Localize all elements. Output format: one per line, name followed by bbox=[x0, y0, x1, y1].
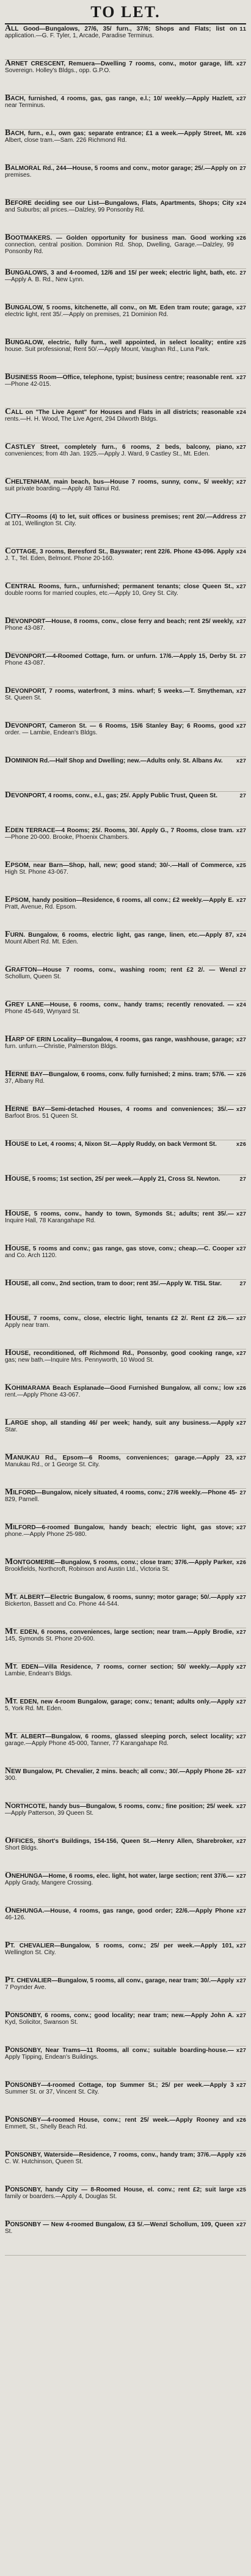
listing-ref: 27 bbox=[239, 166, 246, 172]
listing-ref: x27 bbox=[236, 1629, 246, 1636]
listing-ref: x26 bbox=[236, 1142, 246, 1148]
listing-text: EVONPORT, 4 rooms, conv., e.l., gas; 25/. Apply Public Trust, Queen St. bbox=[11, 792, 217, 799]
listing-entry bbox=[5, 60, 246, 95]
listing-lead-letter: H bbox=[5, 1140, 12, 1148]
listing-lead-letter: C bbox=[5, 478, 12, 486]
listing-lead-letter: B bbox=[5, 269, 11, 277]
listing-lead-letter: M bbox=[5, 1524, 13, 1532]
listing-text: OUSE, all conv., 2nd section, tram to door; rent 35/.—Apply W. TISL Star. bbox=[11, 1280, 222, 1287]
listing-lead-letter: P bbox=[5, 2081, 10, 2089]
listing-lead-letter: P bbox=[5, 2186, 10, 2194]
listing-text: ERNE BAY—Semi-detached Houses, 4 rooms and conveniences; 35/.—Barfoot Bros. 51 Queen St. bbox=[5, 1106, 234, 1120]
listing-lead-letter: D bbox=[5, 652, 12, 660]
listing-text: REY LANE—House, 6 rooms, conv., handy trams; recently renovated. — Phone 45-649, Wynyard St. bbox=[5, 1002, 234, 1015]
listing-entry bbox=[5, 1489, 246, 1524]
listing-text: URN. Bungalow, 6 rooms, electric light, gas range, linen, etc.—Apply 87, Mount Albert Rd. Mt. Eden. bbox=[5, 932, 234, 945]
listing-lead-letter: H bbox=[5, 1210, 12, 1218]
listing-lead-letter: O bbox=[5, 1872, 12, 1880]
listing-lead-letter: H bbox=[5, 1105, 12, 1113]
listing-lead-letter: B bbox=[5, 234, 11, 242]
listing-entry bbox=[5, 1628, 246, 1663]
listing-text: DEN TERRACE—4 Rooms; 25/. Rooms, 30/. Apply G., 7 Rooms, close tram.—Phone 20-000. Brooke, Phoenix Chambers. bbox=[5, 827, 234, 841]
listing-lead-letter: M bbox=[5, 1698, 13, 1706]
listing-text: ONSONBY, Waterside—Residence, 7 rooms, conv., handy tram; 37/6.—Apply C. W. Hutchinson, Queen St. bbox=[5, 2152, 234, 2165]
listing-entry bbox=[5, 2012, 246, 2046]
listing-entry bbox=[5, 130, 246, 164]
listing-entry bbox=[5, 304, 246, 339]
listing-text: NEHUNGA.—House, 4 rooms, gas range, good order; 22/6.—Apply Phone 46-126. bbox=[5, 1908, 234, 1921]
listing-text: OUSE, 5 rooms and conv.; gas range, gas stove, conv.; cheap.—C. Cooper and Co. Arch 1120. bbox=[5, 1246, 234, 1259]
listing-entry bbox=[5, 2081, 246, 2116]
listing-ref: x27 bbox=[236, 1595, 246, 1601]
listing-lead-letter: M bbox=[5, 1489, 13, 1497]
listing-lead-letter: L bbox=[5, 1419, 11, 1427]
listing-lead-letter: M bbox=[5, 1593, 13, 1601]
listing-text: ITY—Rooms (4) to let, suit offices or business premises; rent 20/.—Address at 101, Wellington St. City. bbox=[5, 514, 238, 527]
listing-text: ACH, furn., e.l., own gas; separate entrance; £1 a week.—Apply Street, Mt. Albert, close tram.—Sam. 226 Richmond Rd. bbox=[5, 130, 234, 144]
listing-ref: 27 bbox=[239, 1176, 246, 1183]
listing-entry bbox=[5, 1907, 246, 1942]
listing-lead-letter: F bbox=[5, 931, 10, 939]
listing-ref: 11 bbox=[239, 26, 246, 32]
listing-entry bbox=[5, 1977, 246, 2012]
listing-ref: x27 bbox=[236, 1804, 246, 1810]
listing-ref: x27 bbox=[236, 1107, 246, 1113]
listing-text: ONSONBY, 6 rooms, conv.; good locality; near tram; new.—Apply John A. Kyd, Solicitor, Swanson St. bbox=[5, 2012, 234, 2026]
listing-entry bbox=[5, 234, 246, 269]
listing-text: OUSE, 5 rooms; 1st section, 25/ per week.—Apply 21, Cross St. Newton. bbox=[11, 1176, 220, 1183]
listing-lead-letter: P bbox=[5, 2046, 10, 2054]
listing-ref: x26 bbox=[236, 1386, 246, 1392]
listing-text: OMINION Rd.—Half Shop and Dwelling; new.—Adults only. St. Albans Av. bbox=[11, 758, 223, 764]
listing-ref: x25 bbox=[236, 2187, 246, 2193]
listing-entry bbox=[5, 1419, 246, 1454]
listing-ref: x27 bbox=[236, 758, 246, 764]
listing-ref: x27 bbox=[236, 1769, 246, 1775]
listing-text: T. ALBERT—Electric Bungalow, 6 rooms, sunny; motor garage; 50/.—Apply Bickerton, Bassett and Co. Phone 44-544. bbox=[5, 1594, 234, 1607]
listing-ref: x27 bbox=[236, 1664, 246, 1670]
listing-lead-letter: C bbox=[5, 513, 12, 521]
listing-entry bbox=[5, 1942, 246, 1977]
listing-ref: 27 bbox=[239, 793, 246, 799]
listing-ref: 27 bbox=[239, 270, 246, 276]
listing-text: T. CHEVALIER—Bungalow, 5 rooms, conv.; 25/ per week.—Apply 101, Wellington St. City. bbox=[5, 1943, 234, 1956]
listing-text: ILFORD—6-roomed Bungalow, handy beach; electric light, gas stove; phone.—Apply Phone 25-980. bbox=[5, 1524, 234, 1538]
listing-text: FFICES, Short's Buildings, 154-156, Queen St.—Henry Allen, Sharebroker, Short Bldgs. bbox=[5, 1838, 234, 1851]
listing-entry bbox=[5, 827, 246, 862]
listing-text: ONSONBY, handy City — 8-Roomed House, el. conv.; rent £2; suit large family or boarders.—Apply 4, Douglas St. bbox=[5, 2187, 234, 2200]
listing-text: ANUKAU Rd., Epsom—6 Rooms, conveniences; garage.—Apply 23, Manukau Rd., or 1 George St. City. bbox=[5, 1455, 234, 1468]
listing-text: EW Bungalow, Pt. Chevalier, 2 mins. beach; all conv.; 30/.—Apply Phone 26-300. bbox=[5, 1768, 234, 1782]
listing-lead-letter: B bbox=[5, 304, 11, 312]
listing-entry bbox=[5, 687, 246, 722]
listing-text: ARP OF ERIN Locality—Bungalow, 4 rooms, gas range, washhouse, garage; furn. unfurn.—Christie, Palmerston Bldgs. bbox=[5, 1036, 234, 1050]
listing-text: OOTMAKERS. — Golden opportunity for business man. Good working connection, central position. Dominion Rd. Shop, Dwelling, Garage.—Dalzley, 99 Ponsonby Rd. bbox=[5, 235, 234, 255]
listing-entry bbox=[5, 1524, 246, 1559]
listing-text: ENTRAL Rooms, furn., unfurnished; permanent tenants; close Queen St., double rooms for married couples, etc.—Apply 10, Grey St. City. bbox=[5, 583, 234, 597]
listing-entry bbox=[5, 931, 246, 966]
listing-text: OUSE, 5 rooms, conv., handy to town, Symonds St.; adults; rent 35/.—Inquire Hall, 78 Karangahape Rd. bbox=[5, 1211, 234, 1224]
listing-text: T. EDEN—Villa Residence, 7 rooms, corner section; 50/ weekly.—Apply Lambie, Endean's Bldgs. bbox=[5, 1664, 234, 1677]
listing-lead-letter: G bbox=[5, 1001, 12, 1009]
listing-lead-letter: H bbox=[5, 1315, 12, 1323]
listing-lead-letter: K bbox=[5, 1384, 12, 1392]
listing-text: LL Good—Bungalows, 27/6, 35/ furn., 37/6; Shops and Flats; list on application.—G. F. Tyler, 1, Arcade, Paradise Terminus. bbox=[5, 26, 238, 39]
listing-entry bbox=[5, 792, 246, 827]
listing-text: EVONPORT.—4-Roomed Cottage, furn. or unfurn. 17/6.—Apply 15, Derby St. Phone 43-087. bbox=[5, 653, 238, 666]
listing-lead-letter: D bbox=[5, 687, 12, 695]
listing-entry bbox=[5, 1210, 246, 1245]
listing-lead-letter: A bbox=[5, 25, 12, 33]
listing-ref: x27 bbox=[236, 1978, 246, 1984]
listing-ref: x27 bbox=[236, 1943, 246, 1949]
listing-ref: x27 bbox=[236, 1246, 246, 1252]
listing-ref: x27 bbox=[236, 1525, 246, 1531]
listing-text: ACH, furnished, 4 rooms, gas, gas range, e.l.; 10/ weekly.—Apply Hazlett, near Terminus. bbox=[5, 95, 234, 109]
listing-ref: x27 bbox=[236, 1699, 246, 1705]
listing-ref: x27 bbox=[236, 1037, 246, 1043]
listing-lead-letter: H bbox=[5, 1349, 12, 1357]
listing-ref: x27 bbox=[236, 375, 246, 381]
listing-lead-letter: B bbox=[5, 374, 11, 382]
listing-lead-letter: C bbox=[5, 443, 12, 451]
listing-ref: x27 bbox=[236, 2048, 246, 2054]
listing-text: OUSE, 7 rooms, conv., close, electric light, tenants £2 2/. Rent £2 2/6.—Apply near tram. bbox=[5, 1315, 234, 1329]
listing-text: ASTLEY Street, completely furn., 6 rooms, 2 beds, balcony, piano, conveniences; from 4th Jan. 1925.—Apply J. Ward, 9 Castley St., Mt. Eden. bbox=[5, 444, 234, 457]
listing-lead-letter: G bbox=[5, 966, 12, 974]
listing-text: OUSE to Let, 4 rooms; 4, Nixon St.—Apply Ruddy, on back Vermont St. bbox=[11, 1141, 217, 1148]
listing-entry bbox=[5, 339, 246, 374]
listing-entry bbox=[5, 1733, 246, 1768]
listing-ref: x27 bbox=[236, 2013, 246, 2019]
listing-text: UNGALOW, 5 rooms, kitchenette, all conv., on Mt. Eden tram route; garage, electric light, rent 35/.—Apply on premises, 21 Dominion Rd. bbox=[5, 304, 234, 318]
listing-text: T. ALBERT—Bungalow, 6 rooms, glassed sleeping porch, select locality; garage.—Apply Phone 45-000, Tanner, 77 Karangahape Rd. bbox=[5, 1733, 234, 1747]
listing-text: ALL on "The Live Agent" for Houses and Flats in all districts; reasonable rents.—H. H. Wood, The Live Agent, 294 Dilworth Bldgs. bbox=[5, 409, 234, 423]
listing-entry bbox=[5, 896, 246, 931]
listing-entry bbox=[5, 1663, 246, 1698]
listing-text: ARGE shop, all standing 46/ per week; handy, suit any business.—Apply Star. bbox=[5, 1420, 234, 1433]
listing-lead-letter: H bbox=[5, 1280, 12, 1288]
listing-ref: 27 bbox=[239, 967, 246, 973]
listing-entry bbox=[5, 722, 246, 757]
listing-text: ONSONBY—4-roomed House, conv.; rent 25/ week.—Apply Rooney and Emmett, St., Shelly Beach Rd. bbox=[5, 2117, 234, 2130]
listing-lead-letter: A bbox=[5, 60, 12, 68]
listing-ref: x27 bbox=[236, 445, 246, 451]
listing-ref: x27 bbox=[236, 1211, 246, 1217]
listing-lead-letter: B bbox=[5, 339, 11, 347]
listing-ref: x27 bbox=[236, 828, 246, 834]
listing-entry bbox=[5, 1698, 246, 1733]
listing-text: RAFTON—House 7 rooms, conv., washing room; rent £2 2/. — Wenzl Schollum, Queen St. bbox=[5, 967, 238, 980]
listing-ref: x27 bbox=[236, 1455, 246, 1461]
listing-text: EVONPORT, Cameron St. — 6 Rooms, 15/6 Stanley Bay; 6 Rooms, good order. — Lambie, Endean's Bldgs. bbox=[5, 723, 234, 736]
listing-text: ONSONBY — New 4-roomed Bungalow, £3 5/.—Wenzl Schollum, 109, Queen St. bbox=[5, 2221, 234, 2235]
listing-ref: x25 bbox=[236, 340, 246, 346]
listing-lead-letter: P bbox=[5, 2012, 10, 2020]
listing-ref: x27 bbox=[236, 1839, 246, 1845]
listing-ref: x27 bbox=[236, 619, 246, 625]
listing-entry bbox=[5, 1384, 246, 1419]
listing-entry bbox=[5, 199, 246, 234]
listing-entry bbox=[5, 2151, 246, 2186]
listing-ref: x25 bbox=[236, 863, 246, 869]
listing-ref: x24 bbox=[236, 410, 246, 416]
listing-ref: x27 bbox=[236, 479, 246, 485]
listing-entry bbox=[5, 1803, 246, 1837]
listing-lead-letter: O bbox=[5, 1837, 12, 1845]
listing-ref: x26 bbox=[236, 2117, 246, 2124]
listing-entry bbox=[5, 478, 246, 513]
listing-text: HELTENHAM, main beach, bus—House 7 rooms, sunny, conv., 5/ weekly; suit private boarding.—Apply 48 Tainui Rd. bbox=[5, 479, 234, 492]
listing-text: PSOM, near Barn—Shop, hall, new; good stand; 30/-.—Hall of Commerce, High St. Phone 43-067. bbox=[5, 862, 234, 876]
listing-entry bbox=[5, 862, 246, 896]
listing-ref: x27 bbox=[236, 1420, 246, 1426]
listing-lead-letter: P bbox=[5, 1977, 10, 1985]
listing-lead-letter: H bbox=[5, 1036, 12, 1044]
listing-ref: x27 bbox=[236, 1873, 246, 1880]
listing-lead-letter: H bbox=[5, 1175, 12, 1183]
listing-ref: x27 bbox=[236, 96, 246, 102]
listing-ref: x27 bbox=[236, 1908, 246, 1914]
listing-lead-letter: P bbox=[5, 1942, 10, 1950]
listing-entry bbox=[5, 757, 246, 792]
listing-lead-letter: E bbox=[5, 896, 11, 904]
listing-lead-letter: P bbox=[5, 2116, 10, 2124]
listing-ref: x27 bbox=[236, 898, 246, 904]
listing-lead-letter: N bbox=[5, 1803, 12, 1810]
listing-entry bbox=[5, 1280, 246, 1315]
listing-entry bbox=[5, 1349, 246, 1384]
listing-text: PSOM, handy position—Residence, 6 rooms, all conv.; £2 weekly.—Apply E. Pratt, Avenue, Rd. Epsom. bbox=[5, 897, 234, 910]
listing-entry bbox=[5, 2221, 246, 2256]
listing-ref: x24 bbox=[236, 201, 246, 207]
listing-entry bbox=[5, 408, 246, 443]
listing-lead-letter: M bbox=[5, 1628, 13, 1636]
listing-lead-letter: D bbox=[5, 757, 12, 765]
listing-lead-letter: M bbox=[5, 1559, 13, 1567]
listing-ref: 27 bbox=[239, 654, 246, 660]
listing-lead-letter: B bbox=[5, 199, 11, 207]
listing-entry bbox=[5, 1071, 246, 1105]
listing-lead-letter: M bbox=[5, 1733, 13, 1741]
listing-text: T. EDEN, 6 rooms, conveniences, large section; near tram.—Apply Brodie, 145, Symonds St. Phone 20-600. bbox=[5, 1629, 234, 1642]
section-heading: TO LET. bbox=[5, 2, 246, 24]
listing-entry bbox=[5, 1140, 246, 1175]
listing-entry bbox=[5, 269, 246, 304]
listing-entry bbox=[5, 2046, 246, 2081]
listing-entry bbox=[5, 25, 246, 60]
listing-text: ERNE BAY—Bungalow, 6 rooms, conv. fully furnished; 2 mins. tram; 57/6. — 37, Albany Rd. bbox=[5, 1071, 234, 1085]
listing-ref: x27 bbox=[236, 2222, 246, 2228]
listing-text: ORTHCOTE, handy bus—Bungalow, 5 rooms, conv.; fine position; 25/ week.—Apply Patterson, 39 Queen St. bbox=[5, 1803, 234, 1817]
listing-entry bbox=[5, 1872, 246, 1907]
listing-lead-letter: C bbox=[5, 548, 12, 556]
listing-ref: x27 bbox=[236, 688, 246, 695]
listing-text: ONSONBY, Near Trams—11 Rooms, all conv.; suitable boarding-house.—Apply Tipping, Endean's Buildings. bbox=[5, 2047, 234, 2061]
listing-entry bbox=[5, 95, 246, 130]
listing-lead-letter: C bbox=[5, 583, 12, 591]
listing-lead-letter: H bbox=[5, 1071, 12, 1079]
listing-ref: x27 bbox=[236, 2083, 246, 2089]
listing-lead-letter: D bbox=[5, 722, 12, 730]
listing-text: NEHUNGA—Home, 6 rooms, elec. light, hot water, large section; rent 37/6.—Apply Grady, Mangere Crossing. bbox=[5, 1873, 234, 1886]
listing-lead-letter: D bbox=[5, 792, 12, 800]
listing-entry bbox=[5, 374, 246, 408]
listing-ref: x27 bbox=[236, 723, 246, 729]
listing-text: ONTGOMERIE—Bungalow, 5 rooms, conv.; close tram; 37/6.—Apply Parker, Brookfields, Northcroft, Robinson and Austin Ltd., Victoria St. bbox=[5, 1559, 234, 1573]
listing-text: OUSE, reconditioned, off Richmond Rd., Ponsonby, good cooking range, gas; new bath.—Inquire Mrs. Pennyworth, 10 Wood St. bbox=[5, 1350, 234, 1364]
listing-lead-letter: N bbox=[5, 1768, 12, 1776]
listing-entry bbox=[5, 1768, 246, 1803]
listing-text: ONSONBY—4-roomed Cottage, top Summer St.; 25/ per week.—Apply 3 Summer St. or 37, Vincent St. City. bbox=[5, 2082, 234, 2095]
listing-ref: x26 bbox=[236, 1560, 246, 1566]
listing-text: ILFORD—Bungalow, nicely situated, 4 rooms, conv.; 27/6 weekly.—Phone 45-829, Parnell. bbox=[5, 1489, 238, 1503]
listing-entry bbox=[5, 1105, 246, 1140]
listing-entry bbox=[5, 443, 246, 478]
listing-entry bbox=[5, 652, 246, 687]
listing-ref: x26 bbox=[236, 235, 246, 242]
listing-ref: x24 bbox=[236, 549, 246, 555]
listing-entry bbox=[5, 1559, 246, 1593]
listing-lead-letter: P bbox=[5, 2151, 10, 2159]
listing-lead-letter: D bbox=[5, 618, 12, 626]
listing-lead-letter: B bbox=[5, 164, 11, 172]
listing-entry bbox=[5, 513, 246, 548]
listing-entry bbox=[5, 1036, 246, 1071]
listing-entry bbox=[5, 1315, 246, 1349]
listing-text: ALMORAL Rd., 244—House, 5 rooms and conv., motor garage; 25/.—Apply on premises. bbox=[5, 165, 238, 179]
listing-text: OHIMARAMA Beach Esplanade—Good Furnished Bungalow, all conv.; low rent.—Apply Phone 43-067. bbox=[5, 1385, 234, 1398]
listing-ref: 27 bbox=[239, 1281, 246, 1287]
listing-text: RNET CRESCENT, Remuera—Dwelling 7 rooms, conv., motor garage, lift. Sovereign. Holley's Bldgs., opp. G.P.O. bbox=[5, 61, 234, 74]
listing-lead-letter: B bbox=[5, 95, 11, 103]
listing-lead-letter: H bbox=[5, 1245, 12, 1253]
listing-lead-letter: C bbox=[5, 408, 12, 416]
listing-text: UNGALOWS, 3 and 4-roomed, 12/6 and 15/ per week; electric light, bath, etc.—Apply A. B. Rd., New Lynn. bbox=[5, 270, 238, 283]
listing-entry bbox=[5, 2186, 246, 2221]
listing-entry bbox=[5, 583, 246, 618]
listing-ref: 27 bbox=[239, 514, 246, 520]
listing-text: T. EDEN, new 4-room Bungalow, garage; conv.; tenant; adults only.—Apply 5, York Rd. Mt. Eden. bbox=[5, 1699, 234, 1712]
listing-text: T. CHEVALIER—Bungalow, 5 rooms, all conv., garage, near tram; 30/.—Apply 7 Poynder Ave. bbox=[5, 1977, 234, 1991]
listing-text: EVONPORT—House, 8 rooms, conv., close ferry and beach; rent 25/ weekly, Phone 43-087. bbox=[5, 618, 234, 632]
listing-entry bbox=[5, 1837, 246, 1872]
listing-entry bbox=[5, 1245, 246, 1280]
listing-entry bbox=[5, 1175, 246, 1210]
listing-lead-letter: M bbox=[5, 1663, 13, 1671]
listing-lead-letter: E bbox=[5, 827, 11, 835]
listing-entry bbox=[5, 1001, 246, 1036]
listing-ref: x24 bbox=[236, 932, 246, 939]
listing-entry bbox=[5, 966, 246, 1001]
listing-ref: x26 bbox=[236, 1072, 246, 1078]
listing-ref: x27 bbox=[236, 305, 246, 311]
listing-lead-letter: B bbox=[5, 130, 11, 138]
listing-text: EVONPORT, 7 rooms, waterfront, 3 mins. wharf; 5 weeks.—T. Smytheman, St. Queen St. bbox=[5, 688, 234, 701]
listing-ref: x26 bbox=[236, 131, 246, 137]
listing-ref: x27 bbox=[236, 1351, 246, 1357]
listing-text: EFORE deciding see our List—Bungalows, Flats, Apartments, Shops; City and Suburbs; all prices.—Dalzley, 99 Ponsonby Rd. bbox=[5, 200, 234, 213]
listing-ref: x27 bbox=[236, 584, 246, 590]
listing-text: USINESS Room—Office, telephone, typist; business centre; reasonable rent.—Phone 42-015. bbox=[5, 374, 234, 388]
listing-entry bbox=[5, 1593, 246, 1628]
listing-entry bbox=[5, 548, 246, 583]
listing-entry bbox=[5, 618, 246, 652]
listing-text: UNGALOW, electric, fully furn., well appointed, in select locality; entire house. Suit professional; Rent 50/.—Apply Mount, Vaughan Rd., Luna Park. bbox=[5, 339, 234, 353]
listing-lead-letter: P bbox=[5, 2221, 10, 2229]
listing-ref: x27 bbox=[236, 1316, 246, 1322]
listing-ref: x24 bbox=[236, 1002, 246, 1008]
listings-container bbox=[5, 25, 246, 2256]
listing-lead-letter: M bbox=[5, 1454, 13, 1462]
listing-ref: x26 bbox=[236, 2152, 246, 2158]
classifieds-column bbox=[5, 0, 246, 2256]
listing-lead-letter: O bbox=[5, 1907, 12, 1915]
listing-text: OTTAGE, 3 rooms, Beresford St., Bayswater; rent 22/6. Phone 43-096. Apply J. T., Tel. Eden, Belmont. Phone 20-160. bbox=[5, 548, 234, 562]
listing-entry bbox=[5, 2116, 246, 2151]
listing-ref: x27 bbox=[236, 61, 246, 67]
listing-entry bbox=[5, 1454, 246, 1489]
listing-lead-letter: E bbox=[5, 862, 11, 869]
listing-entry bbox=[5, 164, 246, 199]
listing-ref: x27 bbox=[236, 1734, 246, 1740]
listing-ref: 27 bbox=[239, 1490, 246, 1496]
